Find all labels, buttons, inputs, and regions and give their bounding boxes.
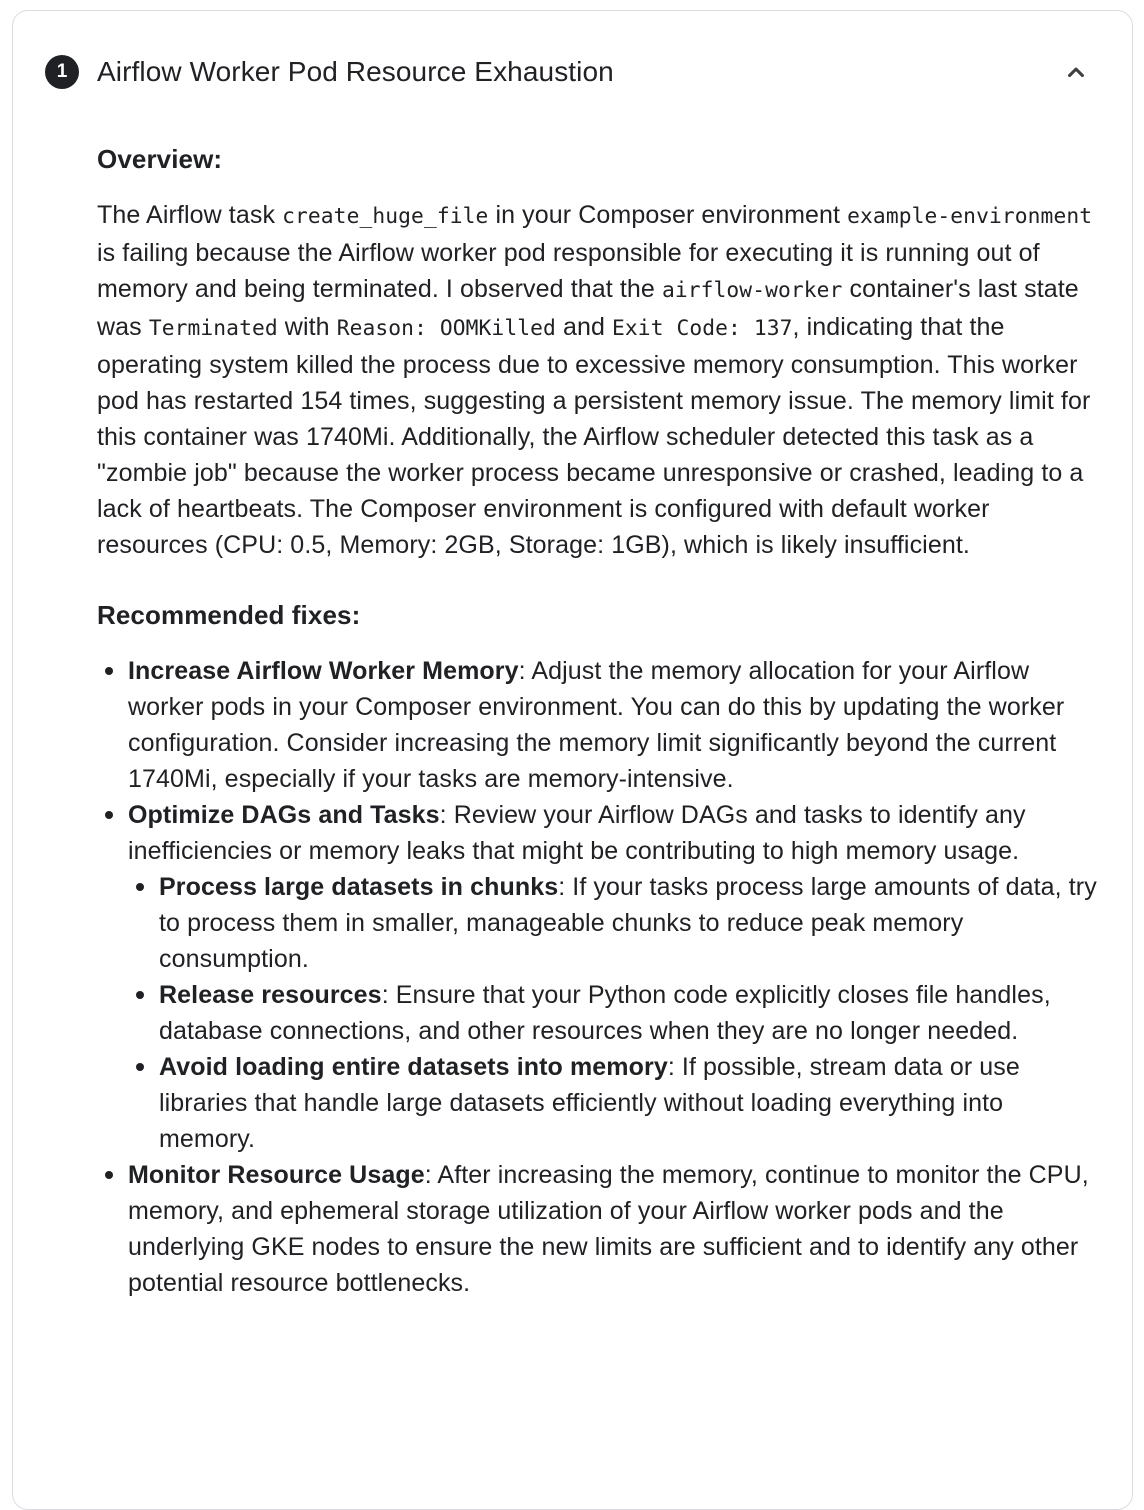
fix-text: : Adjust the memory allocation for your Airflow worker pods in your Composer environment. You can do this by updating the worker configuration. Consider increasing the memory limit significantly beyond the current 1740Mi, especially if your tasks are memory-intensive. (128, 657, 1065, 793)
recommended-fixes-section (97, 653, 1105, 1301)
paragraph-text: is failing because the Airflow worker pod responsible for executing it is running out of memory and being terminated. I observed that the (97, 239, 1040, 303)
paragraph-text: with (277, 313, 337, 341)
fix-text: : After increasing the memory, continue to monitor the CPU, memory, and ephemeral storage utilization of your Airflow worker pods and the underlying GKE nodes to ensure the new limits are sufficient and to identify any other potential resource bottlenecks. (128, 1161, 1089, 1297)
list-item (97, 797, 1105, 1157)
inline-code: airflow-worker (661, 278, 843, 303)
fix-lead-bold: Monitor Resource Usage (128, 1161, 425, 1189)
inline-code: Exit Code: 137 (612, 316, 793, 341)
fix-sublist (128, 869, 1105, 1157)
inline-code: Terminated (148, 316, 278, 341)
finding-card (12, 10, 1133, 1510)
overview-heading: Overview: (97, 144, 223, 174)
paragraph-text: container's last state was (97, 275, 1079, 341)
finding-header[interactable] (13, 11, 1132, 89)
fix-text: : If possible, stream data or use libraries that handle large datasets efficiently without loading everything into memory. (159, 1053, 1020, 1153)
list-item (97, 1157, 1105, 1301)
fix-text: : Ensure that your Python code explicitly closes file handles, database connections, and other resources when they are no longer needed. (159, 981, 1051, 1045)
list-item (97, 653, 1105, 797)
fix-lead-bold: Increase Airflow Worker Memory (128, 657, 519, 685)
chevron-up-icon (1062, 58, 1090, 86)
paragraph-text: The Airflow task (97, 201, 283, 229)
list-item (128, 977, 1105, 1049)
finding-number-badge (45, 55, 79, 89)
fix-text: : Review your Airflow DAGs and tasks to identify any inefficiencies or memory leaks that might be contributing to high memory usage. (128, 801, 1026, 865)
fix-text: : If your tasks process large amounts of data, try to process them in smaller, manageable chunks to reduce peak memory consumption. (159, 873, 1097, 973)
paragraph-text: and (555, 313, 613, 341)
recommended-fixes-heading: Recommended fixes: (97, 600, 361, 630)
list-item (128, 869, 1105, 977)
collapse-button[interactable] (1062, 58, 1090, 86)
finding-content (13, 143, 1132, 1381)
finding-number: 1 (56, 61, 68, 82)
inline-code: example-environment (847, 204, 1093, 229)
fix-lead-bold: Optimize DAGs and Tasks (128, 801, 440, 829)
fix-lead-bold: Process large datasets in chunks (159, 873, 559, 901)
finding-title: Airflow Worker Pod Resource Exhaustion (97, 56, 614, 87)
fix-lead-bold: Avoid loading entire datasets into memory (159, 1053, 668, 1081)
overview-paragraph (97, 197, 1105, 563)
paragraph-text: in your Composer environment (488, 201, 848, 229)
inline-code: create_huge_file (282, 204, 489, 229)
fix-lead-bold: Release resources (159, 981, 382, 1009)
inline-code: Reason: OOMKilled (336, 316, 556, 341)
recommended-fixes-list (97, 653, 1105, 1301)
paragraph-text: , indicating that the operating system killed the process due to excessive memory consumption. This worker pod has restarted 154 times, suggesting a persistent memory issue. The memory limit for this container was 1740Mi. Additionally, the Airflow scheduler detected this task as a "zombie job" because the worker process became unresponsive or crashed, leading to a lack of heartbeats. The Composer environment is configured with default worker resources (CPU: 0.5, Memory: 2GB, Storage: 1GB), which is likely insufficient. (97, 313, 1091, 559)
list-item (128, 1049, 1105, 1157)
